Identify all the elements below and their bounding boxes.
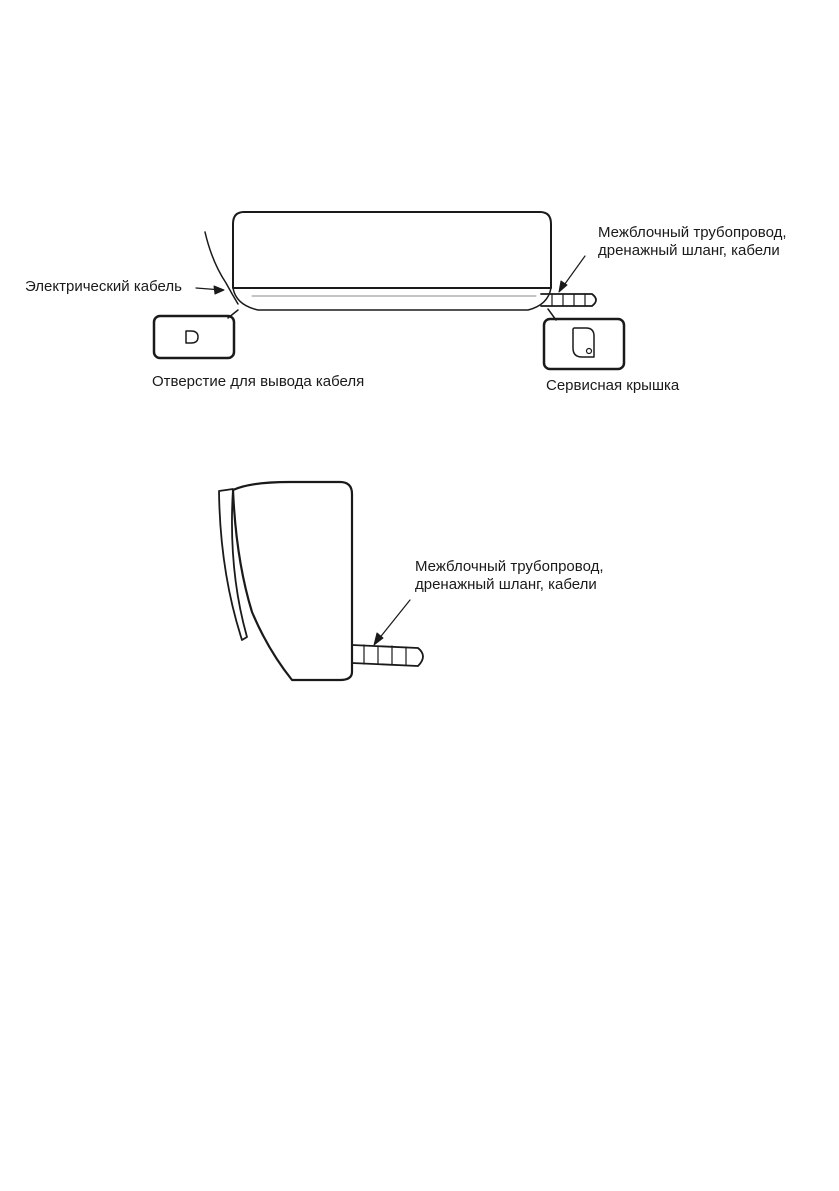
side-front-panel xyxy=(219,489,247,640)
service-cover-label: Сервисная крышка xyxy=(546,377,680,394)
cable-hole-symbol xyxy=(186,331,198,343)
side-piping-label: Межблочный трубопровод, дренажный шланг, кабели xyxy=(415,558,604,593)
indoor-unit-body xyxy=(233,212,551,288)
cable-hole-label: Отверстие для вывода кабеля xyxy=(152,373,365,390)
side-piping-leader xyxy=(378,600,410,640)
front-view xyxy=(154,212,624,369)
cable-hole-box xyxy=(154,310,238,358)
electric-cable-arrowhead xyxy=(214,286,224,294)
side-piping xyxy=(352,645,423,666)
indoor-unit-bottom-panel xyxy=(233,288,551,310)
service-cover-box xyxy=(544,309,624,369)
electric-cable-label: Электрический кабель xyxy=(25,278,182,295)
front-piping-label: Межблочный трубопровод, дренажный шланг, кабели xyxy=(598,224,787,259)
front-piping-leader xyxy=(562,256,585,288)
side-unit-body xyxy=(233,482,352,680)
side-view xyxy=(219,482,423,680)
